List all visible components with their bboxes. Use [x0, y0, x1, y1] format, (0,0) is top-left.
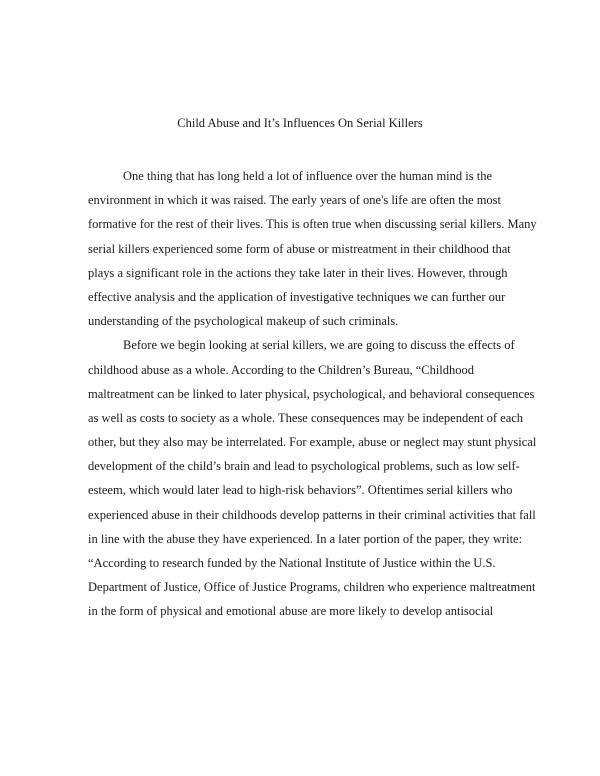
- text-line: “According to research funded by the National Institute of Justice within the U.S.: [88, 556, 496, 570]
- text-line: esteem, which would later lead to high-risk behaviors”. Oftentimes serial killers who: [88, 483, 513, 498]
- text-line: Department of Justice, Office of Justice Programs, children who experience maltreatment: [88, 580, 536, 595]
- text-line: effective analysis and the application of investigative techniques we can further our: [88, 289, 506, 304]
- text-line: as well as costs to society as a whole. These consequences may be independent of each: [88, 410, 524, 425]
- text-line: formative for the rest of their lives. This is often true when discussing serial killers. Many: [88, 217, 537, 232]
- text-line: other, but they also may be interrelated. For example, abuse or neglect may stunt physical: [88, 435, 537, 450]
- text-line: experienced abuse in their childhoods develop patterns in their criminal activities that fall: [88, 507, 536, 522]
- text-line: understanding of the psychological makeup of such criminals.: [88, 314, 399, 329]
- text-line: in the form of physical and emotional abuse are more likely to develop antisocial: [88, 604, 494, 619]
- text-line: development of the child’s brain and lead to psychological problems, such as low self-: [88, 459, 520, 474]
- text-line: plays a significant role in the actions they take later in their lives. However, through: [88, 265, 508, 280]
- text-line: environment in which it was raised. The early years of one's life are often the most: [88, 193, 502, 208]
- document-title: Child Abuse and It’s Influences On Serial Killers: [177, 116, 423, 130]
- text-line: One thing that has long held a lot of influence over the human mind is the: [123, 169, 493, 183]
- document-body: [88, 164, 537, 624]
- text-line: Before we begin looking at serial killers, we are going to discuss the effects of: [123, 338, 515, 353]
- text-line: childhood abuse as a whole. According to the Children’s Bureau, “Childhood: [88, 362, 475, 377]
- text-line: in line with the abuse they have experienced. In a later portion of the paper, they write:: [88, 531, 523, 546]
- text-line: maltreatment can be linked to later physical, psychological, and behavioral consequences: [88, 386, 535, 401]
- text-line: serial killers experienced some form of abuse or mistreatment in their childhood that: [88, 241, 511, 256]
